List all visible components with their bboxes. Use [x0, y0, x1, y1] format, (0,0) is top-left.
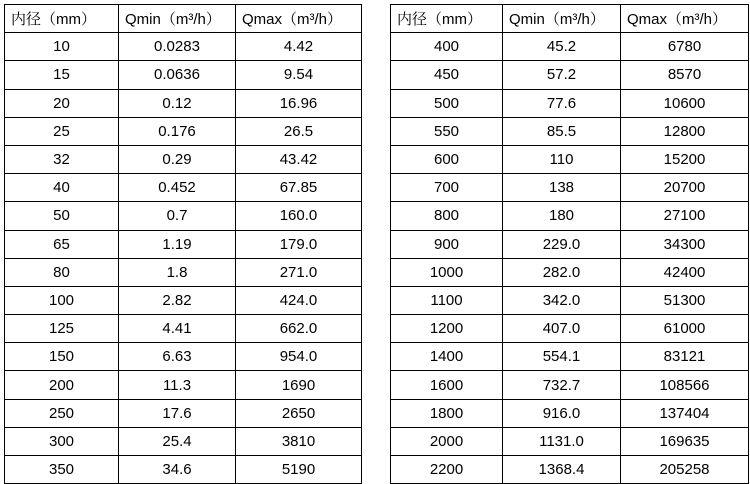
cell-inner-diameter: 1400 [391, 343, 503, 371]
table-row [5, 258, 362, 286]
cell-inner-diameter: 15 [5, 61, 119, 89]
cell-qmax: 179.0 [236, 230, 362, 258]
table-row [391, 89, 749, 117]
cell-qmax: 9.54 [236, 61, 362, 89]
table-header [391, 5, 749, 33]
cell-qmin: 11.3 [119, 371, 236, 399]
table-row [391, 315, 749, 343]
cell-inner-diameter: 300 [5, 427, 119, 455]
table-row [391, 427, 749, 455]
cell-inner-diameter: 150 [5, 343, 119, 371]
cell-qmin: 77.6 [503, 89, 621, 117]
header-row [391, 5, 749, 33]
table-row [5, 202, 362, 230]
cell-inner-diameter: 700 [391, 174, 503, 202]
table-row [391, 399, 749, 427]
cell-qmin: 2.82 [119, 286, 236, 314]
table-row [5, 89, 362, 117]
cell-qmax: 271.0 [236, 258, 362, 286]
cell-qmin: 138 [503, 174, 621, 202]
table-row [391, 145, 749, 173]
cell-inner-diameter: 25 [5, 117, 119, 145]
cell-inner-diameter: 2200 [391, 456, 503, 484]
table-row [5, 371, 362, 399]
cell-qmax: 662.0 [236, 315, 362, 343]
cell-qmax: 42400 [621, 258, 749, 286]
column-header-qmax: Qmax（m³/h） [621, 5, 749, 33]
column-header-qmin: Qmin（m³/h） [503, 5, 621, 33]
cell-qmax: 8570 [621, 61, 749, 89]
cell-inner-diameter: 32 [5, 145, 119, 173]
cell-inner-diameter: 20 [5, 89, 119, 117]
column-header-inner-diameter: 内径（mm） [391, 5, 503, 33]
cell-qmax: 4.42 [236, 33, 362, 61]
cell-qmax: 954.0 [236, 343, 362, 371]
cell-qmax: 51300 [621, 286, 749, 314]
table-row [5, 315, 362, 343]
cell-inner-diameter: 1000 [391, 258, 503, 286]
cell-qmax: 16.96 [236, 89, 362, 117]
cell-qmin: 0.7 [119, 202, 236, 230]
table-row [391, 202, 749, 230]
cell-qmin: 180 [503, 202, 621, 230]
cell-qmin: 0.12 [119, 89, 236, 117]
cell-inner-diameter: 125 [5, 315, 119, 343]
cell-qmin: 110 [503, 145, 621, 173]
cell-inner-diameter: 250 [5, 399, 119, 427]
table-row [391, 343, 749, 371]
cell-qmin: 916.0 [503, 399, 621, 427]
cell-inner-diameter: 65 [5, 230, 119, 258]
cell-qmax: 1690 [236, 371, 362, 399]
cell-qmax: 26.5 [236, 117, 362, 145]
cell-qmin: 229.0 [503, 230, 621, 258]
cell-inner-diameter: 80 [5, 258, 119, 286]
cell-qmax: 169635 [621, 427, 749, 455]
cell-inner-diameter: 900 [391, 230, 503, 258]
cell-qmax: 12800 [621, 117, 749, 145]
table-body [5, 33, 362, 484]
table-row [5, 33, 362, 61]
table-body [391, 33, 749, 484]
header-row [5, 5, 362, 33]
cell-qmin: 1.19 [119, 230, 236, 258]
cell-inner-diameter: 500 [391, 89, 503, 117]
table-header [5, 5, 362, 33]
cell-qmin: 282.0 [503, 258, 621, 286]
cell-qmin: 0.176 [119, 117, 236, 145]
table-row [5, 427, 362, 455]
table-row [5, 399, 362, 427]
table-row [391, 174, 749, 202]
cell-qmax: 205258 [621, 456, 749, 484]
cell-qmax: 27100 [621, 202, 749, 230]
table-row [5, 456, 362, 484]
cell-inner-diameter: 1800 [391, 399, 503, 427]
flow-range-table-large-diameters [390, 4, 749, 484]
cell-qmin: 407.0 [503, 315, 621, 343]
cell-inner-diameter: 10 [5, 33, 119, 61]
column-header-inner-diameter: 内径（mm） [5, 5, 119, 33]
column-header-qmax: Qmax（m³/h） [236, 5, 362, 33]
cell-qmin: 1368.4 [503, 456, 621, 484]
table-row [391, 456, 749, 484]
cell-qmax: 137404 [621, 399, 749, 427]
cell-qmax: 2650 [236, 399, 362, 427]
table-row [5, 230, 362, 258]
cell-qmin: 57.2 [503, 61, 621, 89]
table-row [391, 286, 749, 314]
table-row [391, 117, 749, 145]
column-header-qmin: Qmin（m³/h） [119, 5, 236, 33]
cell-qmin: 34.6 [119, 456, 236, 484]
cell-qmin: 0.0283 [119, 33, 236, 61]
table-row [5, 117, 362, 145]
cell-inner-diameter: 350 [5, 456, 119, 484]
cell-qmax: 10600 [621, 89, 749, 117]
table-row [391, 371, 749, 399]
cell-qmin: 554.1 [503, 343, 621, 371]
cell-qmin: 4.41 [119, 315, 236, 343]
cell-inner-diameter: 600 [391, 145, 503, 173]
cell-inner-diameter: 800 [391, 202, 503, 230]
cell-qmax: 15200 [621, 145, 749, 173]
cell-qmax: 20700 [621, 174, 749, 202]
cell-qmin: 0.0636 [119, 61, 236, 89]
cell-qmin: 25.4 [119, 427, 236, 455]
cell-inner-diameter: 1200 [391, 315, 503, 343]
cell-inner-diameter: 1100 [391, 286, 503, 314]
table-row [391, 61, 749, 89]
table-row [5, 61, 362, 89]
cell-qmax: 61000 [621, 315, 749, 343]
cell-qmin: 342.0 [503, 286, 621, 314]
cell-qmin: 0.29 [119, 145, 236, 173]
cell-inner-diameter: 2000 [391, 427, 503, 455]
cell-qmin: 1.8 [119, 258, 236, 286]
table-row [391, 230, 749, 258]
cell-inner-diameter: 40 [5, 174, 119, 202]
cell-inner-diameter: 450 [391, 61, 503, 89]
cell-inner-diameter: 1600 [391, 371, 503, 399]
cell-qmin: 1131.0 [503, 427, 621, 455]
cell-qmin: 0.452 [119, 174, 236, 202]
cell-qmax: 34300 [621, 230, 749, 258]
cell-qmin: 732.7 [503, 371, 621, 399]
cell-qmax: 67.85 [236, 174, 362, 202]
cell-qmax: 108566 [621, 371, 749, 399]
cell-inner-diameter: 400 [391, 33, 503, 61]
cell-qmin: 6.63 [119, 343, 236, 371]
cell-qmin: 85.5 [503, 117, 621, 145]
table-row [5, 174, 362, 202]
cell-qmax: 83121 [621, 343, 749, 371]
cell-qmax: 6780 [621, 33, 749, 61]
cell-inner-diameter: 100 [5, 286, 119, 314]
table-row [5, 343, 362, 371]
cell-qmin: 45.2 [503, 33, 621, 61]
table-row [5, 145, 362, 173]
cell-qmax: 160.0 [236, 202, 362, 230]
cell-qmax: 5190 [236, 456, 362, 484]
table-row [5, 286, 362, 314]
cell-qmin: 17.6 [119, 399, 236, 427]
cell-inner-diameter: 50 [5, 202, 119, 230]
cell-inner-diameter: 200 [5, 371, 119, 399]
cell-inner-diameter: 550 [391, 117, 503, 145]
table-row [391, 258, 749, 286]
cell-qmax: 3810 [236, 427, 362, 455]
cell-qmax: 424.0 [236, 286, 362, 314]
table-row [391, 33, 749, 61]
flow-range-table-small-diameters [4, 4, 362, 484]
cell-qmax: 43.42 [236, 145, 362, 173]
